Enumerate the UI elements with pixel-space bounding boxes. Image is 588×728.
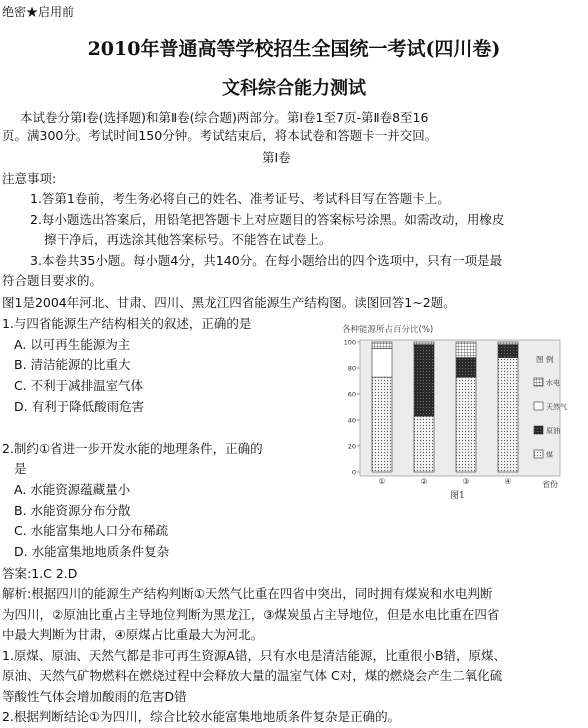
question-1-option-d: D. 有利于降低酸雨危害 [14,399,145,414]
legend-swatch [534,378,543,386]
bar-segment [414,345,434,417]
bar-segment [414,416,434,472]
legend-label: 煤 [546,451,553,459]
note-1: 1.答第1卷前，考生务必将自己的姓名、准考证号、考试科目写在答题卡上。 [30,191,450,206]
section-title: 第Ⅰ卷 [262,150,291,165]
notes-heading: 注意事项: [2,171,57,186]
note-3-line-2: 符合题目要求的。 [2,273,103,288]
y-tick-label: 40 [347,416,356,425]
figure-intro: 图1是2004年河北、甘肃、四川、黑龙江四省能源生产结构图。读图回答1~2题。 [2,295,456,310]
chart-title: 各种能源所占百分比(%) [342,325,434,335]
energy-structure-chart [338,322,586,502]
y-tick-label: 100 [343,338,356,347]
bar-segment [414,342,434,345]
figure-caption: 图1 [450,491,465,501]
legend-title: 图 例 [536,355,554,364]
question-2-option-d: D. 水能富集地地质条件复杂 [14,544,170,559]
analysis-line-2: 为四川，②原油比重占主导地位判断为黑龙江，③煤炭虽占主导地位，但是水电比重在四省 [2,607,500,622]
y-tick-label: 60 [347,390,356,399]
answer-line: 答案:1.C 2.D [2,566,78,581]
legend-label: 水电 [546,379,560,387]
bar-segment [372,342,392,349]
note-3-line-1: 3.本卷共35小题。每小题4分，共140分。在每小题给出的四个选项中，只有一项是最 [30,253,503,268]
y-tick-label: 0 [351,468,356,477]
exam-subtitle: 文科综合能力测试 [222,78,366,99]
question-1-option-a: A. 以可再生能源为主 [14,337,131,352]
exam-title: 2010年普通高等学校招生全国统一考试(四川卷) [87,38,501,60]
question-2-stem-line-2: 是 [14,461,27,476]
legend-label: 原油 [546,427,560,435]
y-tick-label: 20 [347,442,356,451]
analysis-line-4: 1.原煤、原油、天然气都是非可再生资源A错，只有水电是清洁能源，比重很小B错，原煤、 [2,648,507,663]
question-2-option-b: B. 水能资源分布分散 [14,503,131,518]
analysis-line-6: 等酸性气体会增加酸雨的危害D错 [2,689,187,704]
note-2-line-1: 2.每小题选出答案后，用铅笔把答题卡上对应题目的答案标号涂黑。如需改动，用橡皮 [30,212,505,227]
question-2-stem-line-1: 2.制约①省进一步开发水能的地理条件，正确的 [2,441,263,456]
analysis-line-3: 中最大判断为甘肃，④原煤占比重最大为河北。 [2,627,264,642]
bar-segment [456,358,476,378]
intro-line-2: 页。满300分。考试时间150分钟。考试结束后，将本试卷和答题卡一并交回。 [2,128,438,143]
confidential-label: 绝密★启用前 [2,5,75,19]
x-category-label: ④ [504,477,512,486]
analysis-line-5: 原油、天然气矿物燃料在燃烧过程中会释放大量的温室气体 C对，煤的燃烧会产生二氧化硫 [2,668,503,683]
bar-segment [456,377,476,472]
legend-swatch [534,450,543,458]
analysis-line-1: 解析:根据四川的能源生产结构判断①天然气比重在四省中突出，同时拥有煤炭和水电判断 [2,586,493,601]
intro-line-1: 本试卷分第Ⅰ卷(选择题)和第Ⅱ卷(综合题)两部分。第Ⅰ卷1至7页-第Ⅱ卷8至16 [20,110,429,125]
legend-label: 天然气 [546,403,567,411]
question-1-option-b: B. 清洁能源的比重大 [14,357,131,372]
bar-segment [372,377,392,472]
x-axis-label: 省份 [542,480,558,489]
bar-segment [498,345,518,358]
legend-swatch [534,402,543,410]
note-2-line-2: 擦干净后，再选涂其他答案标号。不能答在试卷上。 [44,232,332,247]
x-category-label: ② [420,477,428,486]
bar-segment [498,342,518,345]
question-2-option-c: C. 水能富集地人口分布稀疏 [14,523,169,538]
x-category-label: ③ [462,477,470,486]
bar-segment [456,342,476,358]
bar-segment [498,358,518,472]
bar-segment [372,349,392,378]
legend-swatch [534,426,543,434]
y-tick-label: 80 [347,364,356,373]
question-1-option-c: C. 不利于减排温室气体 [14,378,144,393]
question-1-stem: 1.与四省能源生产结构相关的叙述，正确的是 [2,316,252,331]
analysis-line-7: 2.根据判断结论①为四川，综合比较水能富集地地质条件复杂是正确的。 [2,709,401,724]
question-2-option-a: A. 水能资源蕴藏量小 [14,482,131,497]
x-category-label: ① [378,477,386,486]
